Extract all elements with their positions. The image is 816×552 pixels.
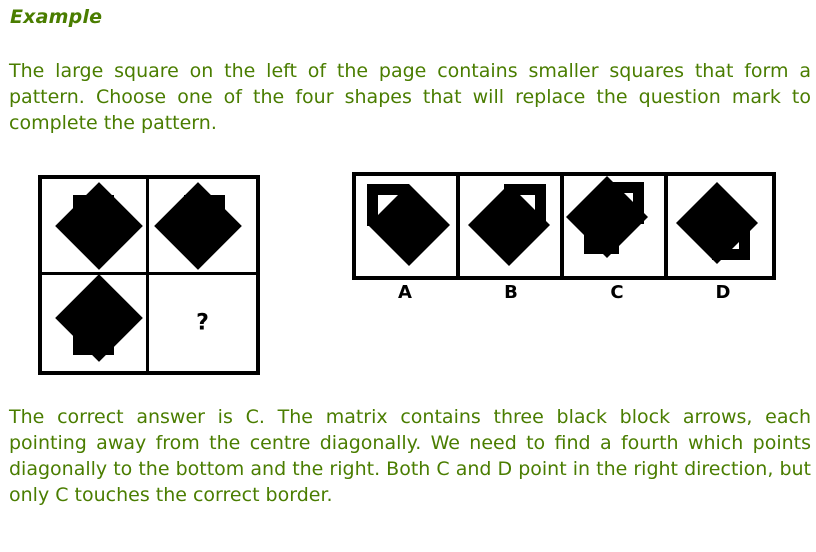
black-block-arrow-up-left-icon xyxy=(42,179,149,275)
option-b[interactable] xyxy=(460,176,564,276)
answer-options xyxy=(352,172,776,280)
pattern-matrix xyxy=(38,175,260,375)
black-block-arrow-up-right-icon xyxy=(460,176,564,276)
option-a[interactable] xyxy=(356,176,460,276)
matrix-cell-top-left xyxy=(42,179,149,275)
option-labels xyxy=(352,282,776,304)
matrix-cell-bottom-left xyxy=(42,275,149,371)
black-block-arrow-up-right-icon xyxy=(149,179,256,275)
option-label-a: A xyxy=(398,282,412,303)
black-block-arrow-down-right-icon xyxy=(668,176,772,276)
option-label-d: D xyxy=(715,282,731,303)
black-block-arrow-down-left-icon xyxy=(42,275,149,371)
black-block-arrow-down-right-icon xyxy=(564,176,668,276)
option-label-c: C xyxy=(610,282,624,303)
intro-paragraph: The large square on the left of the page contains smaller squares that form a pattern. Choose one of the four shapes that will replace the question mark to complete the pattern. xyxy=(9,60,811,134)
option-d[interactable] xyxy=(668,176,772,276)
page-title: Example xyxy=(10,6,103,28)
question-mark: ? xyxy=(196,310,209,336)
option-c[interactable] xyxy=(564,176,668,276)
black-block-arrow-up-left-icon xyxy=(356,176,460,276)
answer-explanation: The correct answer is C. The matrix contains three black block arrows, each pointing away from the centre diagonally. We need to find a fourth which points diagonally to the bottom and the right. Both C and D point in the right direction, but only C touches the correct border. xyxy=(9,406,811,506)
option-label-b: B xyxy=(504,282,518,303)
matrix-cell-top-right xyxy=(149,179,256,275)
matrix-cell-bottom-right xyxy=(149,275,256,371)
